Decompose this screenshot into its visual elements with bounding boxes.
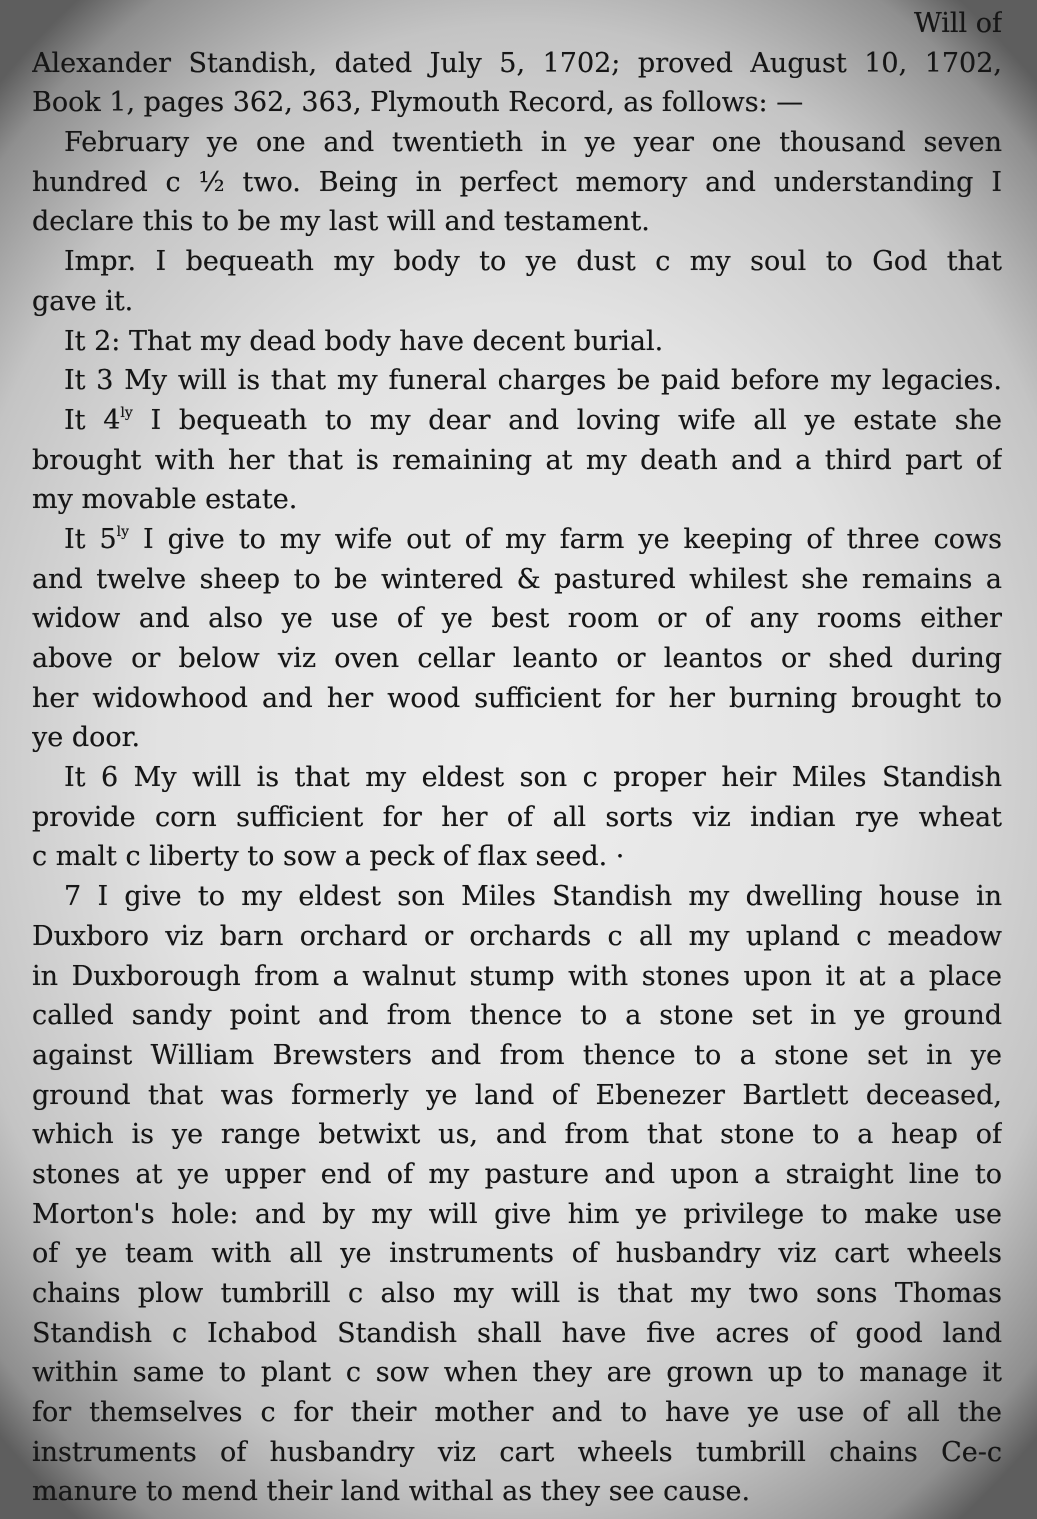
text-line: Duxboro viz barn orchard or orchards c all my upland c meadow [32,920,1002,952]
text-line: ye door. [32,722,141,754]
text-line: for themselves c for their mother and to have ye use of all the [32,1397,1002,1429]
text-line: chains plow tumbrill c also my will is that my two sons Thomas [32,1278,1002,1309]
text-line: called sandy point and from thence to a stone set in ye ground [32,1000,1002,1032]
text-line: instruments of husbandry viz cart wheels tumbrill chains Ce-c [32,1436,1002,1468]
text-line: my movable estate. [32,484,298,516]
text-line: 7 I give to my eldest son Miles Standish my dwelling house in [64,881,1002,913]
text-line: her widowhood and her wood sufficient for her burning brought to [32,682,1002,714]
item-label: It 5 [64,523,117,555]
text-line: Morton's hole: and by my will give him ye privilege to make use [32,1198,1002,1230]
text-line: of ye team with all ye instruments of husbandry viz cart wheels [32,1238,1002,1270]
text-line: against William Brewsters and from thence to a stone set in ye [32,1039,1002,1071]
line-text: I give to my wife out of my farm ye keeping of three cows [129,523,1002,555]
text-line: It 6 My will is that my eldest son c proper heir Miles Standish [64,762,1002,794]
will-text [32,4,1002,1512]
text-line: It 3 My will is that my funeral charges be paid before my legacies. [64,365,1002,397]
text-line: within same to plant c sow when they are grown up to manage it [32,1357,1002,1389]
text-line: manure to mend their land withal as they see cause. [32,1476,751,1508]
text-line [32,520,1002,560]
text-line: stones at ye upper end of my pasture and upon a straight line to [32,1158,1002,1190]
text-line: February ye one and twentieth in ye year one thousand seven [64,127,1002,159]
text-line: provide corn sufficient for her of all sorts viz indian rye wheat [32,801,1002,833]
text-line: brought with her that is remaining at my death and a third part of [32,444,1002,476]
text-line [32,401,1002,441]
text-line: gave it. [32,285,134,317]
text-line: in Duxborough from a walnut stump with stones upon it at a place [32,960,1002,992]
ordinal-suffix: ly [120,404,133,421]
text-line: Impr. I bequeath my body to ye dust c my soul to God that [64,246,1002,278]
text-line: above or below viz oven cellar leanto or leantos or shed during [32,643,1002,674]
text-line: Alexander Standish, dated July 5, 1702; proved August 10, 1702, [32,47,1002,79]
text-line: Book 1, pages 362, 363, Plymouth Record, as follows: — [32,87,804,119]
ordinal-suffix: ly [116,523,130,540]
text-line: ground that was formerly ye land of Ebenezer Bartlett deceased, [32,1079,1002,1111]
text-line: widow and also ye use of ye best room or of any rooms either [32,603,1002,635]
text-line: hundred c ½ two. Being in perfect memory and understanding I [32,166,1002,198]
text-line: which is ye range betwixt us, and from that stone to a heap of [32,1119,1002,1151]
text-line: c malt c liberty to sow a peck of flax seed. · [32,841,625,873]
item-label: It 4 [64,404,121,436]
text-line: declare this to be my last will and testament. [32,206,650,238]
text-line: Will of [913,8,1002,39]
text-line: Standish c Ichabod Standish shall have five acres of good land [32,1317,1002,1349]
line-text: I bequeath to my dear and loving wife all ye estate she [132,404,1002,436]
text-line: and twelve sheep to be wintered & pastured whilest she remains a [32,563,1002,595]
text-line: It 2: That my dead body have decent burial. [64,325,664,357]
